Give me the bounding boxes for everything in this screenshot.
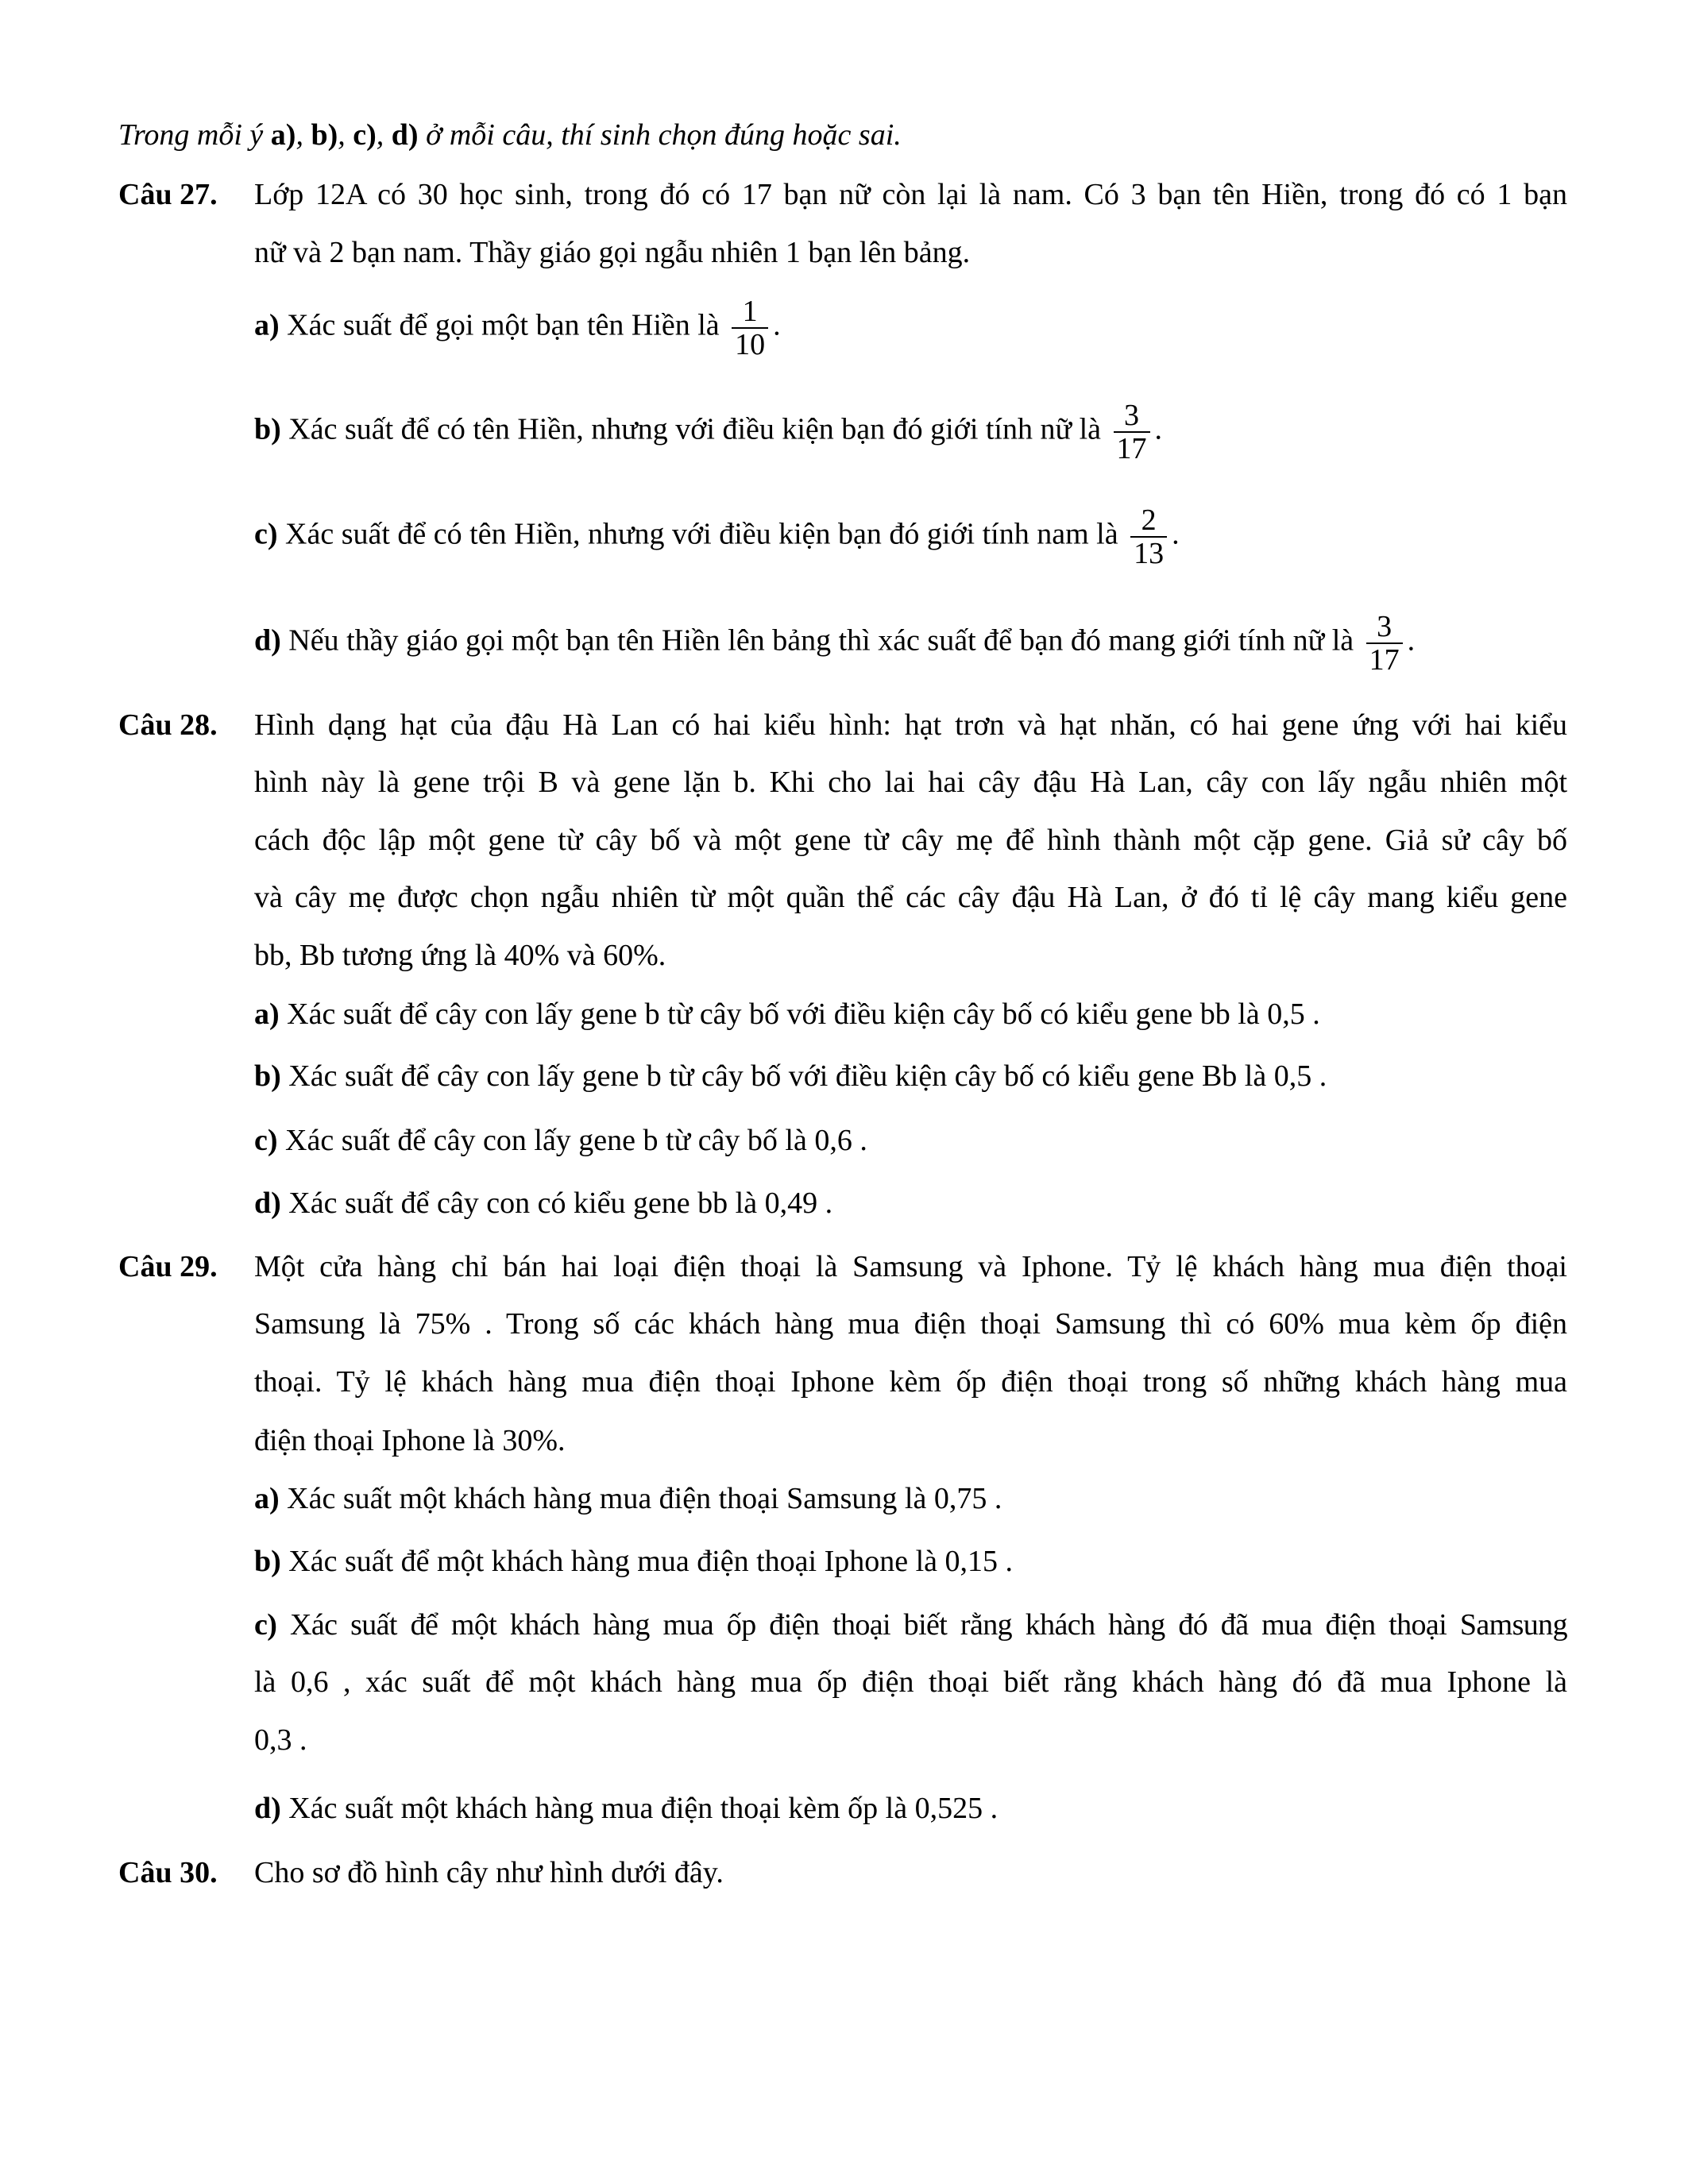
question-30-label: Câu 30. [118,1856,218,1889]
question-28-stem-line: Hình dạng hạt của đậu Hà Lan có hai kiểu hình: hạt trơn và hạt nhăn, có hai gene ứng với hai kiểu [254,708,1567,742]
question-27-option-c[interactable]: c) Xác suất để có tên Hiền, nhưng với điều kiện bạn đó giới tính nam là $\frac{2}{13}$ . [254,504,1180,570]
question-28-stem-line: hình này là gene trội B và gene lặn b. Khi cho lai hai cây đậu Hà Lan, cây con lấy ngẫu nhiên một [254,766,1567,799]
question-28-label: Câu 28. [118,708,218,742]
question-29-stem-line: thoại. Tỷ lệ khách hàng mua điện thoại Iphone kèm ốp điện thoại trong số những khách hàng mua [254,1365,1567,1399]
question-27-label: Câu 27. [118,178,218,211]
question-29-option-c-line: là 0,6 , xác suất để một khách hàng mua ốp điện thoại biết rằng khách hàng đó đã mua Iphone là [254,1665,1567,1699]
instruction: Trong mỗi ý a), b), c), d) ở mỗi câu, thí sinh chọn đúng hoặc sai. [118,118,902,152]
question-29-option-b[interactable]: b) Xác suất để một khách hàng mua điện thoại Iphone là 0,15 . [254,1545,1014,1578]
fraction: $\frac{3}{17}$ [1366,611,1403,676]
question-27-stem-line: Lớp 12A có 30 học sinh, trong đó có 17 bạn nữ còn lại là nam. Có 3 bạn tên Hiền, trong đó có 1 bạn [254,178,1567,211]
question-28-stem-line: và cây mẹ được chọn ngẫu nhiên từ một quần thể các cây đậu Hà Lan, ở đó tỉ lệ cây mang kiểu gene [254,881,1567,914]
question-29-stem-line: Một cửa hàng chỉ bán hai loại điện thoại là Samsung và Iphone. Tỷ lệ khách hàng mua điện thoại [254,1250,1567,1283]
question-29-stem-line: Samsung là 75% . Trong số các khách hàng mua điện thoại Samsung thì có 60% mua kèm ốp điện [254,1307,1567,1341]
question-29-stem-line: điện thoại Iphone là 30%. [254,1424,566,1457]
question-27-option-a[interactable]: a) Xác suất để gọi một bạn tên Hiền là $\frac{1}{10}$ . [254,295,781,361]
question-29-option-c-line: 0,3 . [254,1723,307,1757]
question-28-option-b[interactable]: b) Xác suất để cây con lấy gene b từ cây bố với điều kiện cây bố có kiểu gene Bb là 0,5 . [254,1059,1327,1093]
fraction: $\frac{2}{13}$ [1130,504,1167,569]
question-28-option-d[interactable]: d) Xác suất để cây con có kiểu gene bb là 0,49 . [254,1187,833,1220]
question-29-option-a[interactable]: a) Xác suất một khách hàng mua điện thoại Samsung là 0,75 . [254,1482,1002,1515]
question-29-label: Câu 29. [118,1250,218,1283]
fraction: $\frac{3}{17}$ [1114,399,1150,465]
question-28-option-a[interactable]: a) Xác suất để cây con lấy gene b từ cây bố với điều kiện cây bố có kiểu gene bb là 0,5 . [254,997,1320,1031]
question-28-stem-line: bb, Bb tương ứng là 40% và 60%. [254,939,666,972]
question-30-stem: Cho sơ đồ hình cây như hình dưới đây. [254,1856,724,1889]
question-28-stem-line: cách độc lập một gene từ cây bố và một gene từ cây mẹ để hình thành một cặp gene. Giả sử cây bố [254,824,1567,857]
fraction: $\frac{1}{10}$ [732,295,768,361]
question-29-option-c[interactable]: c) Xác suất để một khách hàng mua ốp điện thoại biết rằng khách hàng đó đã mua điện thoại Samsung [254,1608,1567,1642]
question-27-option-d[interactable]: d) Nếu thầy giáo gọi một bạn tên Hiền lên bảng thì xác suất để bạn đó mang giới tính nữ là $\frac{3}{17}$ . [254,610,1416,677]
question-29-option-d[interactable]: d) Xác suất một khách hàng mua điện thoại kèm ốp là 0,525 . [254,1792,999,1825]
question-28-option-c[interactable]: c) Xác suất để cây con lấy gene b từ cây bố là 0,6 . [254,1124,867,1157]
question-27-stem-line: nữ và 2 bạn nam. Thầy giáo gọi ngẫu nhiên 1 bạn lên bảng. [254,236,971,269]
question-27-option-b[interactable]: b) Xác suất để có tên Hiền, nhưng với điều kiện bạn đó giới tính nữ là $\frac{3}{17}$ . [254,399,1163,465]
